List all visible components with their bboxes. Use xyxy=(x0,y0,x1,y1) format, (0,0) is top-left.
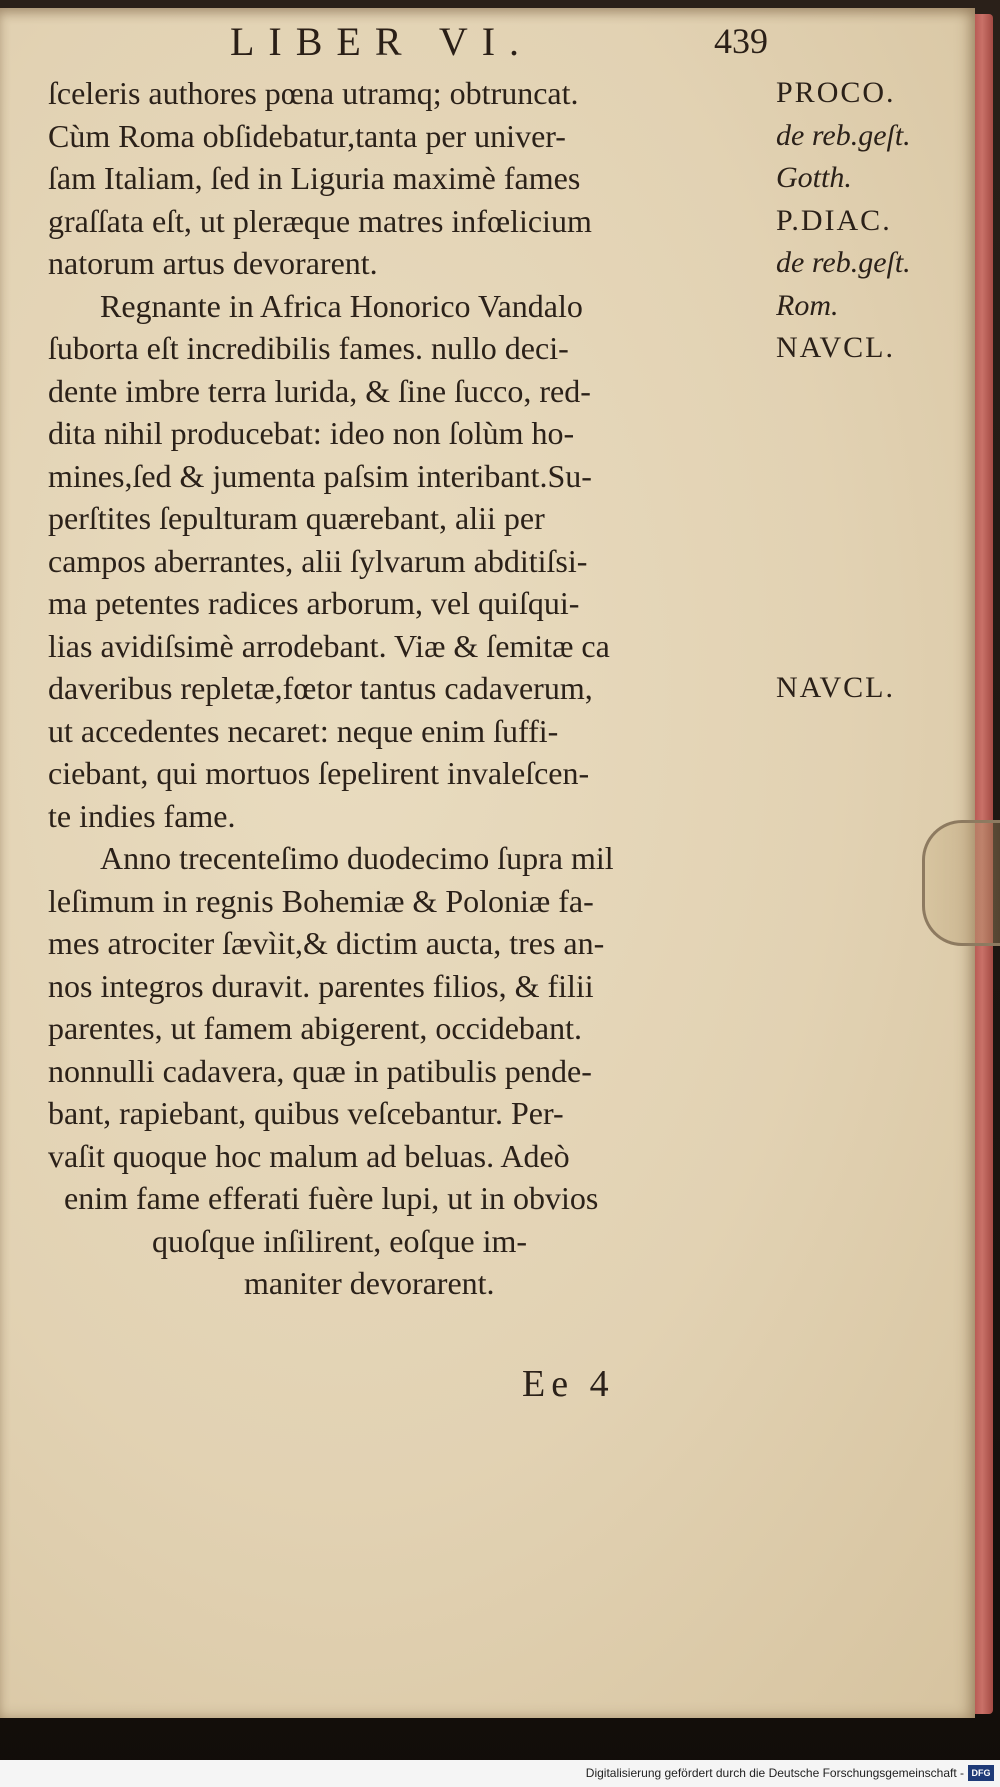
text-line: lias avidiſsimè arrodebant. Viæ & ſemitæ ca xyxy=(48,627,610,664)
body-text xyxy=(48,72,768,1305)
text-line: dente imbre terra lurida, & ſine ſucco, red- xyxy=(48,372,591,409)
digitization-footer xyxy=(0,1760,1000,1787)
text-line: perſtites ſepulturam quærebant, alii per xyxy=(48,500,545,536)
text-line: ſam Italiam, ſed in Liguria maximè fames xyxy=(48,160,581,196)
text-line: Cùm Roma obſidebatur,tanta per univer- xyxy=(48,117,566,154)
text-line: natorum artus devorarent. xyxy=(48,245,378,281)
text-line: ſceleris authores pœna utramq; obtruncat. xyxy=(48,75,579,111)
margin-note: NAVCL. xyxy=(776,671,895,704)
text-line: graſſata eſt, ut pleræque matres infœlicium xyxy=(48,202,592,239)
margin-note: Gotth. xyxy=(776,161,852,194)
margin-spacer xyxy=(776,625,966,668)
margin-notes xyxy=(776,72,966,710)
margin-note: PROCO. xyxy=(776,76,896,109)
text-line: Regnante in Africa Honorico Vandalo xyxy=(100,287,583,324)
margin-note: de reb.geſt. xyxy=(776,246,911,279)
text-line: daveribus repletæ,fœtor tantus cadaverum, xyxy=(48,670,593,706)
text-line: parentes, ut famem abigerent, occidebant. xyxy=(48,1010,582,1046)
margin-spacer xyxy=(776,497,966,540)
text-line: te indies fame. xyxy=(48,797,236,834)
page-header xyxy=(0,14,975,64)
margin-spacer xyxy=(776,540,966,583)
text-line: nonnulli cadavera, quæ in patibulis pende- xyxy=(48,1052,592,1089)
margin-note: NAVCL. xyxy=(776,331,895,364)
text-line: mines,ſed & jumenta paſsim interibant.Su- xyxy=(48,457,592,494)
margin-spacer xyxy=(776,412,966,455)
running-title: LIBER VI. xyxy=(230,19,534,64)
margin-spacer xyxy=(776,455,966,498)
footer-credit: Digitalisierung gefördert durch die Deutsche Forschungsgemeinschaft - xyxy=(585,1766,964,1780)
text-line: enim fame efferati fuère lupi, ut in obvios xyxy=(64,1180,599,1216)
margin-spacer xyxy=(776,370,966,413)
text-line: quoſque inſilirent, eoſque im- xyxy=(152,1222,528,1259)
text-line: ma petentes radices arborum, vel quiſqui- xyxy=(48,585,580,621)
text-line: bant, rapiebant, quibus veſcebantur. Per- xyxy=(48,1095,564,1131)
text-line: ciebant, qui mortuos ſepelirent invaleſcen- xyxy=(48,755,590,791)
margin-spacer xyxy=(776,582,966,625)
book-clasp xyxy=(922,820,1000,946)
text-line: nos integros duravit. parentes filios, & filii xyxy=(48,967,594,1004)
margin-note: Rom. xyxy=(776,288,839,322)
dfg-logo: DFG xyxy=(968,1765,994,1781)
text-line: leſimum in regnis Bohemiæ & Poloniæ fa- xyxy=(48,882,594,919)
text-line: maniter devorarent. xyxy=(244,1265,495,1301)
margin-note: de reb.geſt. xyxy=(776,118,911,152)
text-line: ſuborta eſt incredibilis fames. nullo deci- xyxy=(48,330,569,366)
margin-note: P.DIAC. xyxy=(776,203,892,237)
text-line: vaſit quoque hoc malum ad beluas. Adeò xyxy=(48,1137,570,1174)
text-line: Anno trecenteſimo duodecimo ſupra mil xyxy=(100,840,614,876)
signature-mark: Ee 4 xyxy=(522,1363,615,1405)
text-line: ut accedentes necaret: neque enim ſuffi- xyxy=(48,712,559,749)
text-line: campos aberrantes, alii ſylvarum abditiſsi- xyxy=(48,542,588,579)
page-number: 439 xyxy=(714,21,768,61)
text-line: dita nihil producebat: ideo non ſolùm ho- xyxy=(48,415,575,451)
text-line: mes atrociter ſævìit,& dictim aucta, tres an- xyxy=(48,925,605,961)
